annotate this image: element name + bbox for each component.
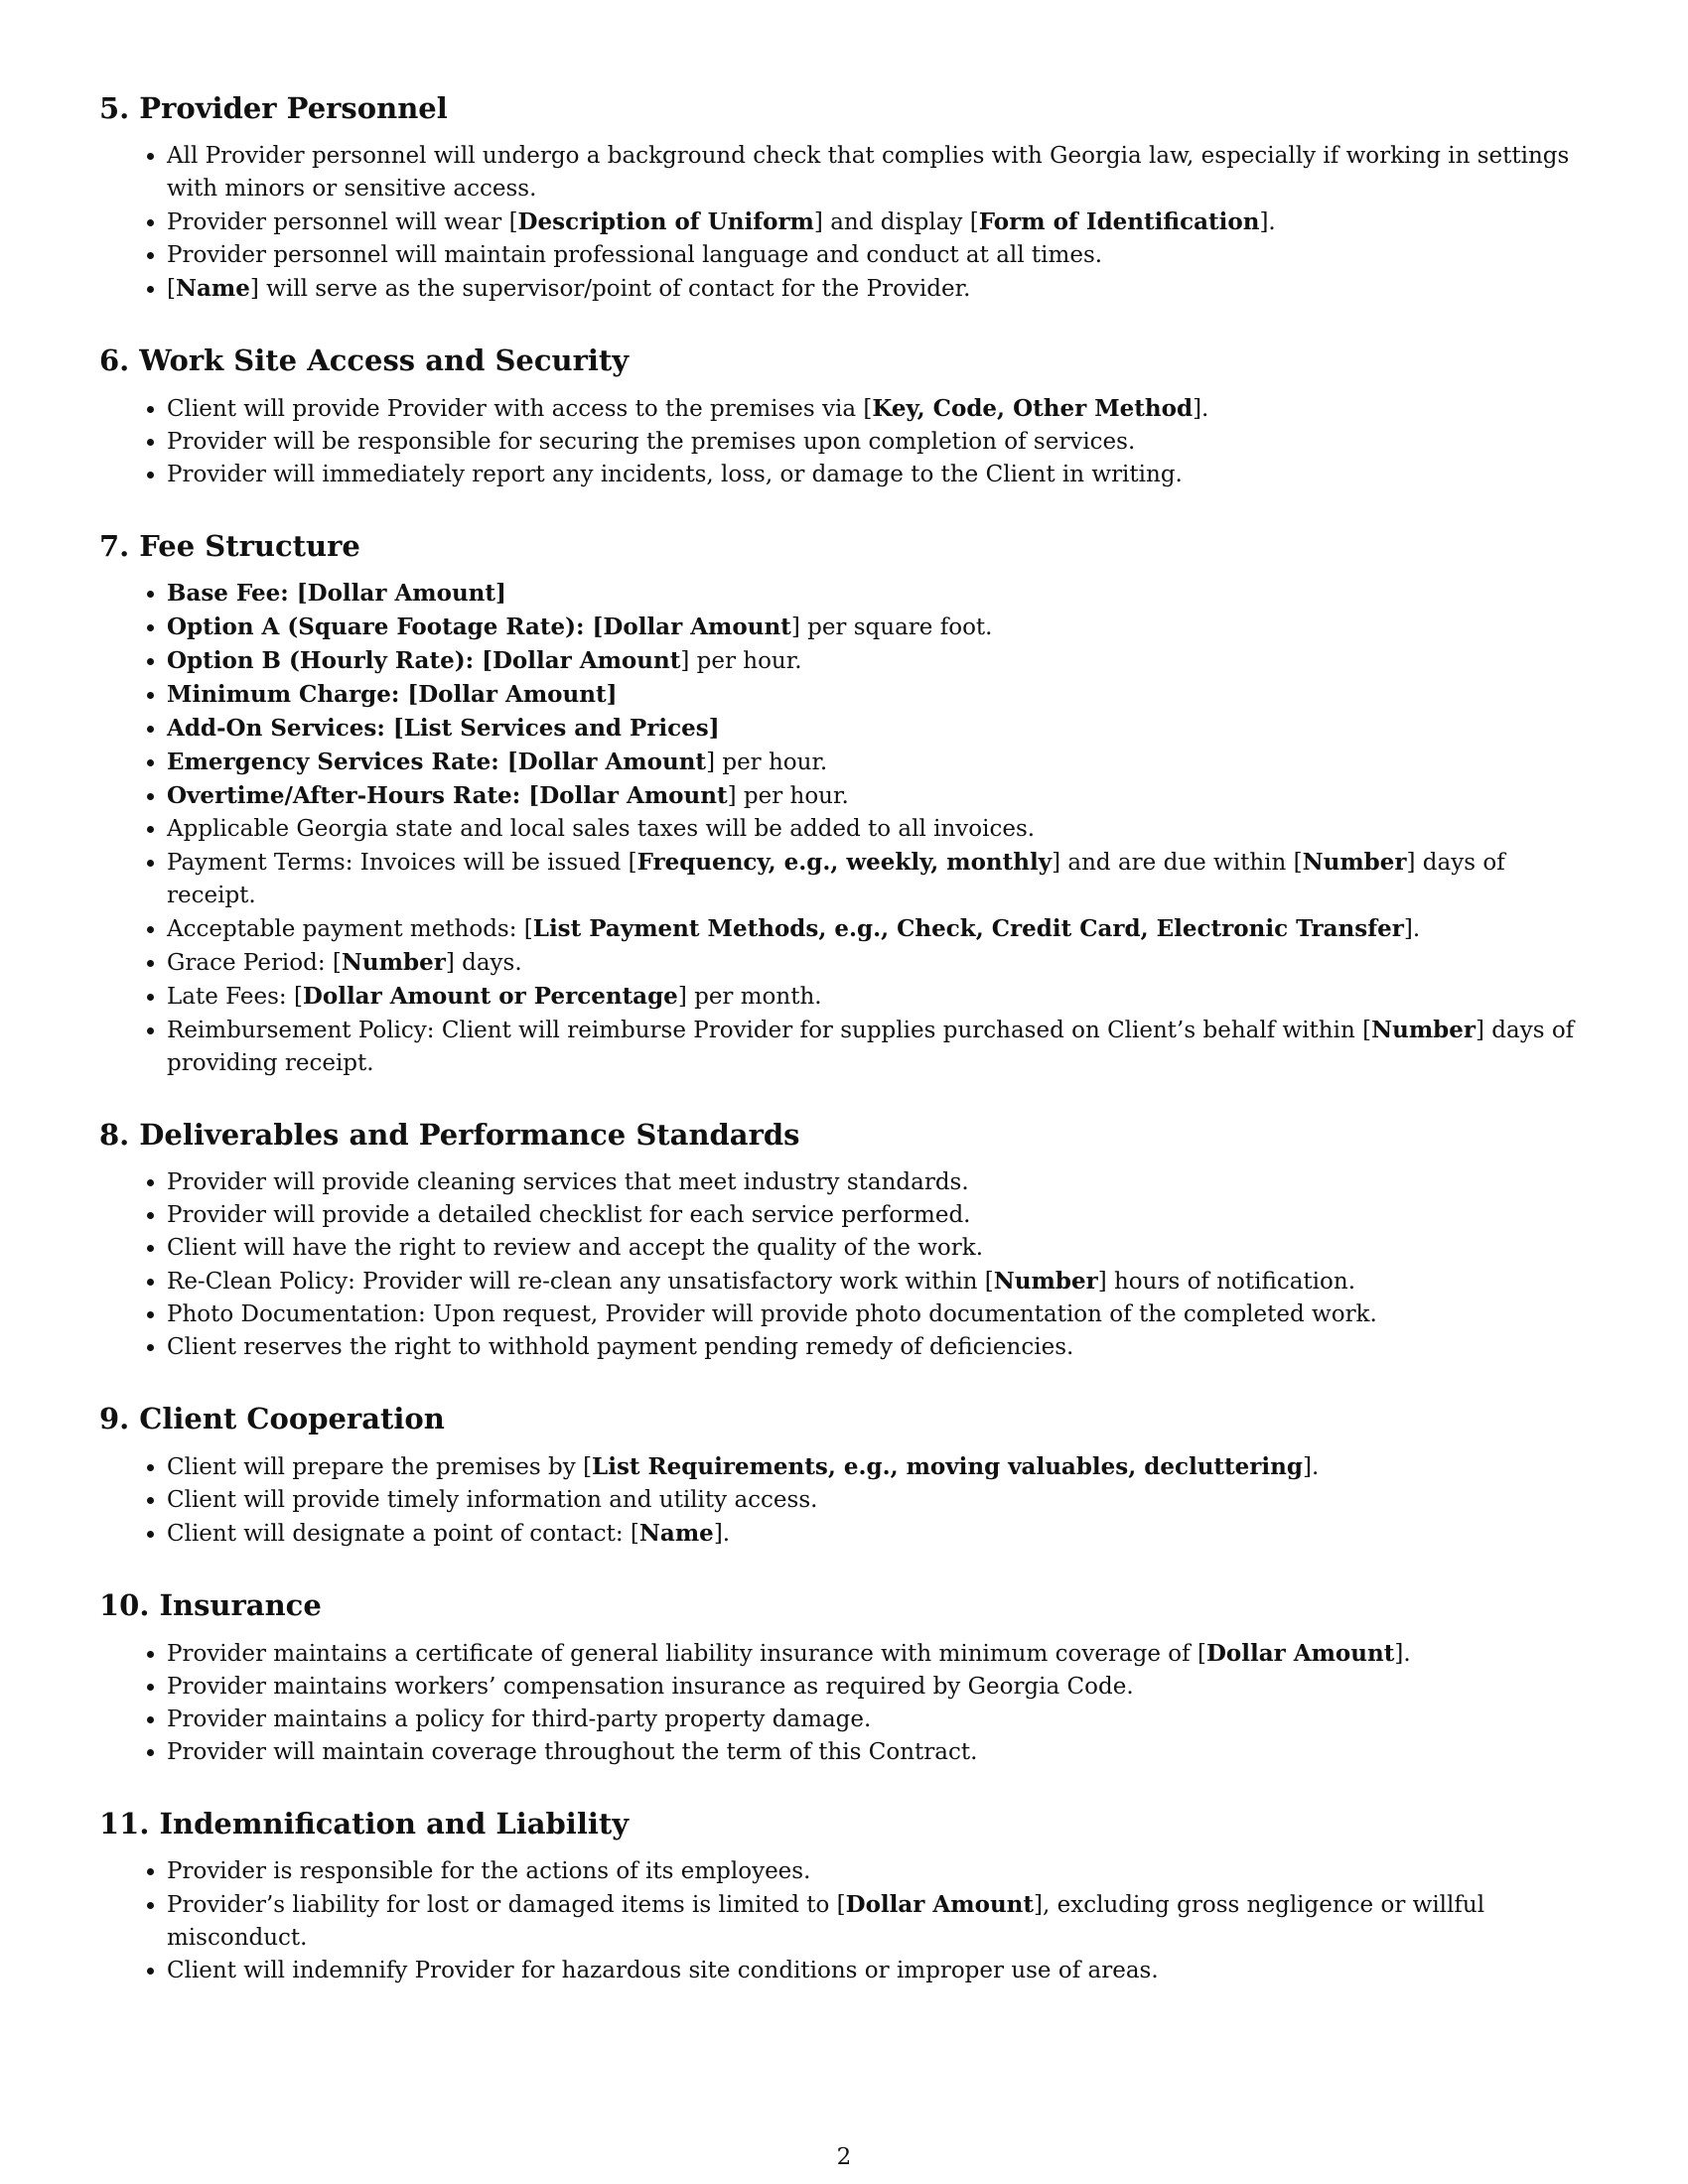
placeholder-text: Emergency Services Rate: [Dollar Amount bbox=[167, 749, 707, 776]
item-text: ] days of providing receipt. bbox=[167, 1018, 1575, 1077]
list-item bbox=[167, 611, 1589, 644]
list-item bbox=[167, 813, 1589, 846]
list-item bbox=[167, 239, 1589, 272]
list-item bbox=[167, 577, 1589, 611]
list-item bbox=[167, 1450, 1589, 1484]
section-title: Provider Personnel bbox=[139, 91, 448, 125]
item-text: Provider’s liability for lost or damaged items is limited to [ bbox=[167, 1891, 846, 1918]
bullet-list bbox=[99, 1166, 1589, 1364]
list-item bbox=[167, 1232, 1589, 1265]
placeholder-text: Option B (Hourly Rate): [Dollar Amount bbox=[167, 647, 681, 675]
list-item bbox=[167, 1265, 1589, 1298]
list-item bbox=[167, 678, 1589, 712]
item-text: ]. bbox=[713, 1520, 731, 1547]
list-item bbox=[167, 1704, 1589, 1736]
placeholder-text: List Requirements, e.g., moving valuables, decluttering bbox=[592, 1452, 1303, 1480]
item-text: Late Fees: [ bbox=[167, 984, 303, 1011]
placeholder-text: Number bbox=[1371, 1017, 1476, 1044]
section bbox=[99, 91, 1589, 306]
document-body bbox=[99, 91, 1589, 2025]
item-text: Client will designate a point of contact: [ bbox=[167, 1520, 639, 1547]
item-text: Provider personnel will wear [ bbox=[167, 208, 518, 235]
item-text: ]. bbox=[1259, 208, 1276, 235]
list-item bbox=[167, 1736, 1589, 1769]
item-text: ]. bbox=[1394, 1640, 1411, 1667]
list-item bbox=[167, 712, 1589, 746]
section bbox=[99, 529, 1589, 1081]
list-item bbox=[167, 272, 1589, 306]
item-text: Provider is responsible for the actions of its employees. bbox=[167, 1857, 811, 1884]
section bbox=[99, 343, 1589, 491]
list-item bbox=[167, 1199, 1589, 1232]
section-number: 7. bbox=[99, 528, 130, 563]
section-heading bbox=[99, 1402, 1589, 1436]
section-number: 9. bbox=[99, 1402, 130, 1436]
item-text: ] hours of notification. bbox=[1097, 1269, 1356, 1296]
item-text: ]. bbox=[1193, 395, 1209, 422]
section bbox=[99, 1118, 1589, 1364]
item-text: Re-Clean Policy: Provider will re-clean any unsatisfactory work within [ bbox=[167, 1269, 994, 1296]
section-title: Deliverables and Performance Standards bbox=[139, 1118, 800, 1153]
placeholder-text: Overtime/After-Hours Rate: [Dollar Amount bbox=[167, 782, 728, 810]
section-heading bbox=[99, 91, 1589, 126]
item-text: Provider will immediately report any incidents, loss, or damage to the Client in writing. bbox=[167, 461, 1183, 487]
list-item bbox=[167, 644, 1589, 678]
item-text: ] days. bbox=[445, 950, 522, 977]
section-title: Work Site Access and Security bbox=[139, 342, 630, 377]
list-item bbox=[167, 392, 1589, 426]
list-item bbox=[167, 912, 1589, 946]
placeholder-text: Form of Identification bbox=[978, 207, 1260, 235]
item-text: Client will indemnify Provider for hazardous site conditions or improper use of areas. bbox=[167, 1957, 1159, 1983]
list-item bbox=[167, 1166, 1589, 1199]
list-item bbox=[167, 1671, 1589, 1704]
section-heading bbox=[99, 1118, 1589, 1153]
item-text: Client will prepare the premises by [ bbox=[167, 1453, 593, 1480]
list-item bbox=[167, 746, 1589, 779]
placeholder-text: Number bbox=[993, 1268, 1098, 1296]
item-text: Provider personnel will maintain professional language and conduct at all times. bbox=[167, 241, 1103, 268]
section-number: 6. bbox=[99, 342, 130, 377]
item-text: Client reserves the right to withhold payment pending remedy of deficiencies. bbox=[167, 1334, 1074, 1361]
item-text: ] will serve as the supervisor/point of contact for the Provider. bbox=[249, 275, 971, 302]
item-text: Provider maintains a certificate of general liability insurance with minimum coverage of [ bbox=[167, 1640, 1206, 1667]
section-heading bbox=[99, 529, 1589, 564]
item-text: Client will provide timely information and utility access. bbox=[167, 1486, 818, 1513]
item-text: ] and display [ bbox=[813, 208, 979, 235]
section-number: 10. bbox=[99, 1587, 150, 1622]
item-text: [ bbox=[167, 275, 176, 302]
page-number: 2 bbox=[836, 2144, 852, 2170]
list-item bbox=[167, 426, 1589, 459]
placeholder-text: Number bbox=[341, 949, 446, 977]
section bbox=[99, 1588, 1589, 1769]
item-text: ] days of receipt. bbox=[167, 850, 1505, 909]
section-number: 5. bbox=[99, 91, 130, 125]
section-heading bbox=[99, 1807, 1589, 1842]
item-text: Provider will provide cleaning services that meet industry standards. bbox=[167, 1169, 969, 1196]
list-item bbox=[167, 1855, 1589, 1888]
placeholder-text: Key, Code, Other Method bbox=[872, 394, 1194, 422]
placeholder-text: Option A (Square Footage Rate): [Dollar Amount bbox=[167, 614, 791, 641]
list-item bbox=[167, 1014, 1589, 1080]
placeholder-text: Base Fee: [Dollar Amount] bbox=[167, 580, 506, 608]
placeholder-text: List Payment Methods, e.g., Check, Credit Card, Electronic Transfer bbox=[532, 915, 1404, 943]
section-number: 8. bbox=[99, 1118, 130, 1153]
item-text: Acceptable payment methods: [ bbox=[167, 916, 533, 943]
item-text: ] and are due within [ bbox=[1052, 850, 1303, 877]
placeholder-text: Dollar Amount bbox=[845, 1890, 1035, 1918]
item-text: All Provider personnel will undergo a background check that complies with Georgia law, especially if working in settings with minors or sensitive access. bbox=[167, 142, 1570, 202]
section-title: Indemnification and Liability bbox=[159, 1806, 630, 1841]
item-text: Photo Documentation: Upon request, Provider will provide photo documentation of the completed work. bbox=[167, 1301, 1377, 1328]
placeholder-text: Description of Uniform bbox=[517, 207, 814, 235]
section-title: Client Cooperation bbox=[139, 1402, 445, 1436]
placeholder-text: Number bbox=[1302, 849, 1407, 877]
bullet-list bbox=[99, 577, 1589, 1080]
item-text: Provider will maintain coverage throughout the term of this Contract. bbox=[167, 1738, 978, 1765]
placeholder-text: Add-On Services: [List Services and Prices] bbox=[167, 715, 720, 743]
item-text: Client will have the right to review and accept the quality of the work. bbox=[167, 1235, 984, 1262]
section bbox=[99, 1807, 1589, 1987]
item-text: ] per hour. bbox=[706, 750, 828, 776]
list-item bbox=[167, 140, 1589, 205]
placeholder-text: Minimum Charge: [Dollar Amount] bbox=[167, 681, 618, 709]
item-text: Provider maintains workers’ compensation insurance as required by Georgia Code. bbox=[167, 1673, 1134, 1700]
placeholder-text: Frequency, e.g., weekly, monthly bbox=[636, 849, 1053, 877]
placeholder-text: Dollar Amount bbox=[1205, 1639, 1395, 1667]
section-heading bbox=[99, 343, 1589, 378]
bullet-list bbox=[99, 1637, 1589, 1769]
item-text: ] per hour. bbox=[680, 648, 802, 675]
item-text: Client will provide Provider with access to the premises via [ bbox=[167, 395, 873, 422]
list-item bbox=[167, 946, 1589, 980]
list-item bbox=[167, 846, 1589, 912]
section-heading bbox=[99, 1588, 1589, 1623]
list-item bbox=[167, 459, 1589, 491]
section-title: Fee Structure bbox=[139, 528, 360, 563]
item-text: Provider maintains a policy for third-party property damage. bbox=[167, 1706, 872, 1732]
placeholder-text: Name bbox=[638, 1519, 714, 1547]
bullet-list bbox=[99, 1450, 1589, 1551]
section-title: Insurance bbox=[159, 1587, 322, 1622]
list-item bbox=[167, 1637, 1589, 1671]
list-item bbox=[167, 1298, 1589, 1331]
item-text: Provider will be responsible for securing the premises upon completion of services. bbox=[167, 428, 1136, 455]
item-text: ] per hour. bbox=[727, 783, 849, 810]
list-item bbox=[167, 980, 1589, 1014]
item-text: ] per month. bbox=[677, 984, 822, 1011]
section-number: 11. bbox=[99, 1806, 150, 1841]
item-text: Grace Period: [ bbox=[167, 950, 342, 977]
item-text: ]. bbox=[1302, 1453, 1320, 1480]
list-item bbox=[167, 1955, 1589, 1987]
list-item bbox=[167, 1484, 1589, 1517]
item-text: ]. bbox=[1403, 916, 1421, 943]
item-text: ], excluding gross negligence or willful misconduct. bbox=[167, 1891, 1485, 1951]
item-text: ] per square foot. bbox=[790, 614, 993, 641]
item-text: Reimbursement Policy: Client will reimburse Provider for supplies purchased on Client’s behalf within [ bbox=[167, 1018, 1372, 1044]
list-item bbox=[167, 1517, 1589, 1551]
placeholder-text: Dollar Amount or Percentage bbox=[302, 983, 678, 1011]
list-item bbox=[167, 779, 1589, 813]
placeholder-text: Name bbox=[175, 274, 250, 302]
item-text: Applicable Georgia state and local sales taxes will be added to all invoices. bbox=[167, 816, 1036, 843]
list-item bbox=[167, 205, 1589, 239]
item-text: Payment Terms: Invoices will be issued [ bbox=[167, 850, 637, 877]
item-text: Provider will provide a detailed checklist for each service performed. bbox=[167, 1202, 971, 1229]
list-item bbox=[167, 1331, 1589, 1364]
bullet-list bbox=[99, 140, 1589, 306]
bullet-list bbox=[99, 392, 1589, 491]
section bbox=[99, 1402, 1589, 1551]
list-item bbox=[167, 1888, 1589, 1955]
bullet-list bbox=[99, 1855, 1589, 1987]
